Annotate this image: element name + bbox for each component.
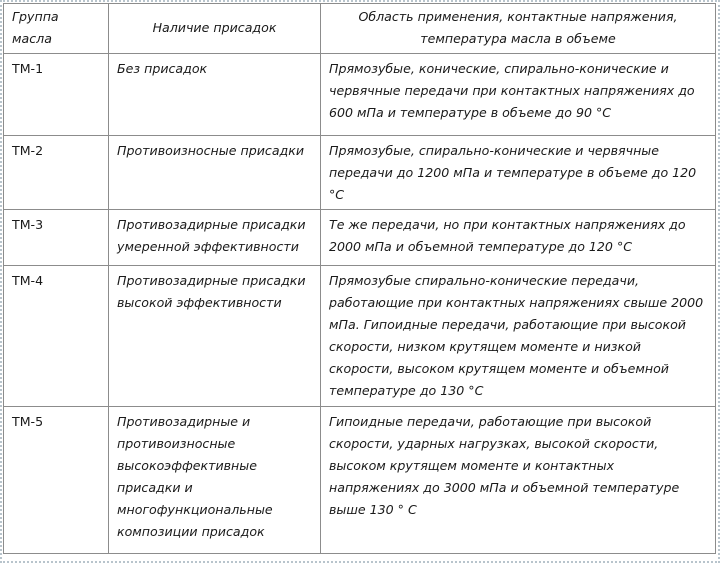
cell-oil-group: ТМ-5 bbox=[4, 406, 109, 553]
header-application: Область применения, контактные напряжения, температура масла в объеме bbox=[321, 4, 716, 54]
cell-oil-group: ТМ-3 bbox=[4, 209, 109, 265]
oil-groups-table bbox=[3, 3, 716, 554]
cell-oil-group: ТМ-2 bbox=[4, 135, 109, 209]
header-oil-group: Группа масла bbox=[4, 4, 109, 54]
cell-oil-group: ТМ-1 bbox=[4, 53, 109, 135]
cell-application: Прямозубые, спирально-конические и червячные передачи до 1200 мПа и температуре в объеме до 120 °С bbox=[321, 135, 716, 209]
cell-application: Гипоидные передачи, работающие при высокой скорости, ударных нагрузках, высокой скорости, высоком крутящем моменте и контактных напряжениях до 3000 мПа и объемной температуре выше 130 ° С bbox=[321, 406, 716, 553]
table-row bbox=[4, 209, 716, 265]
cell-application: Прямозубые, конические, спирально-конические и червячные передачи при контактных напряжениях до 600 мПа и температуре в объеме до 90 °С bbox=[321, 53, 716, 135]
cell-additives: Противозадирные присадки высокой эффективности bbox=[109, 265, 321, 406]
cell-additives: Противоизносные присадки bbox=[109, 135, 321, 209]
table-row bbox=[4, 265, 716, 406]
table-row bbox=[4, 53, 716, 135]
cell-additives: Противозадирные и противоизносные высокоэффективные присадки и многофункциональные композиции присадок bbox=[109, 406, 321, 553]
cell-additives: Противозадирные присадки умеренной эффективности bbox=[109, 209, 321, 265]
header-row bbox=[4, 4, 716, 54]
header-additives: Наличие присадок bbox=[109, 4, 321, 54]
cell-additives: Без присадок bbox=[109, 53, 321, 135]
cell-oil-group: ТМ-4 bbox=[4, 265, 109, 406]
cell-application: Те же передачи, но при контактных напряжениях до 2000 мПа и объемной температуре до 120 °С bbox=[321, 209, 716, 265]
table-row bbox=[4, 135, 716, 209]
table-row bbox=[4, 406, 716, 553]
cell-application: Прямозубые спирально-конические передачи, работающие при контактных напряжениях свыше 2000 мПа. Гипоидные передачи, работающие при высокой скорости, низком крутящем моменте и низкой скорости, высоком крутящем моменте и объемной температуре до 130 °С bbox=[321, 265, 716, 406]
